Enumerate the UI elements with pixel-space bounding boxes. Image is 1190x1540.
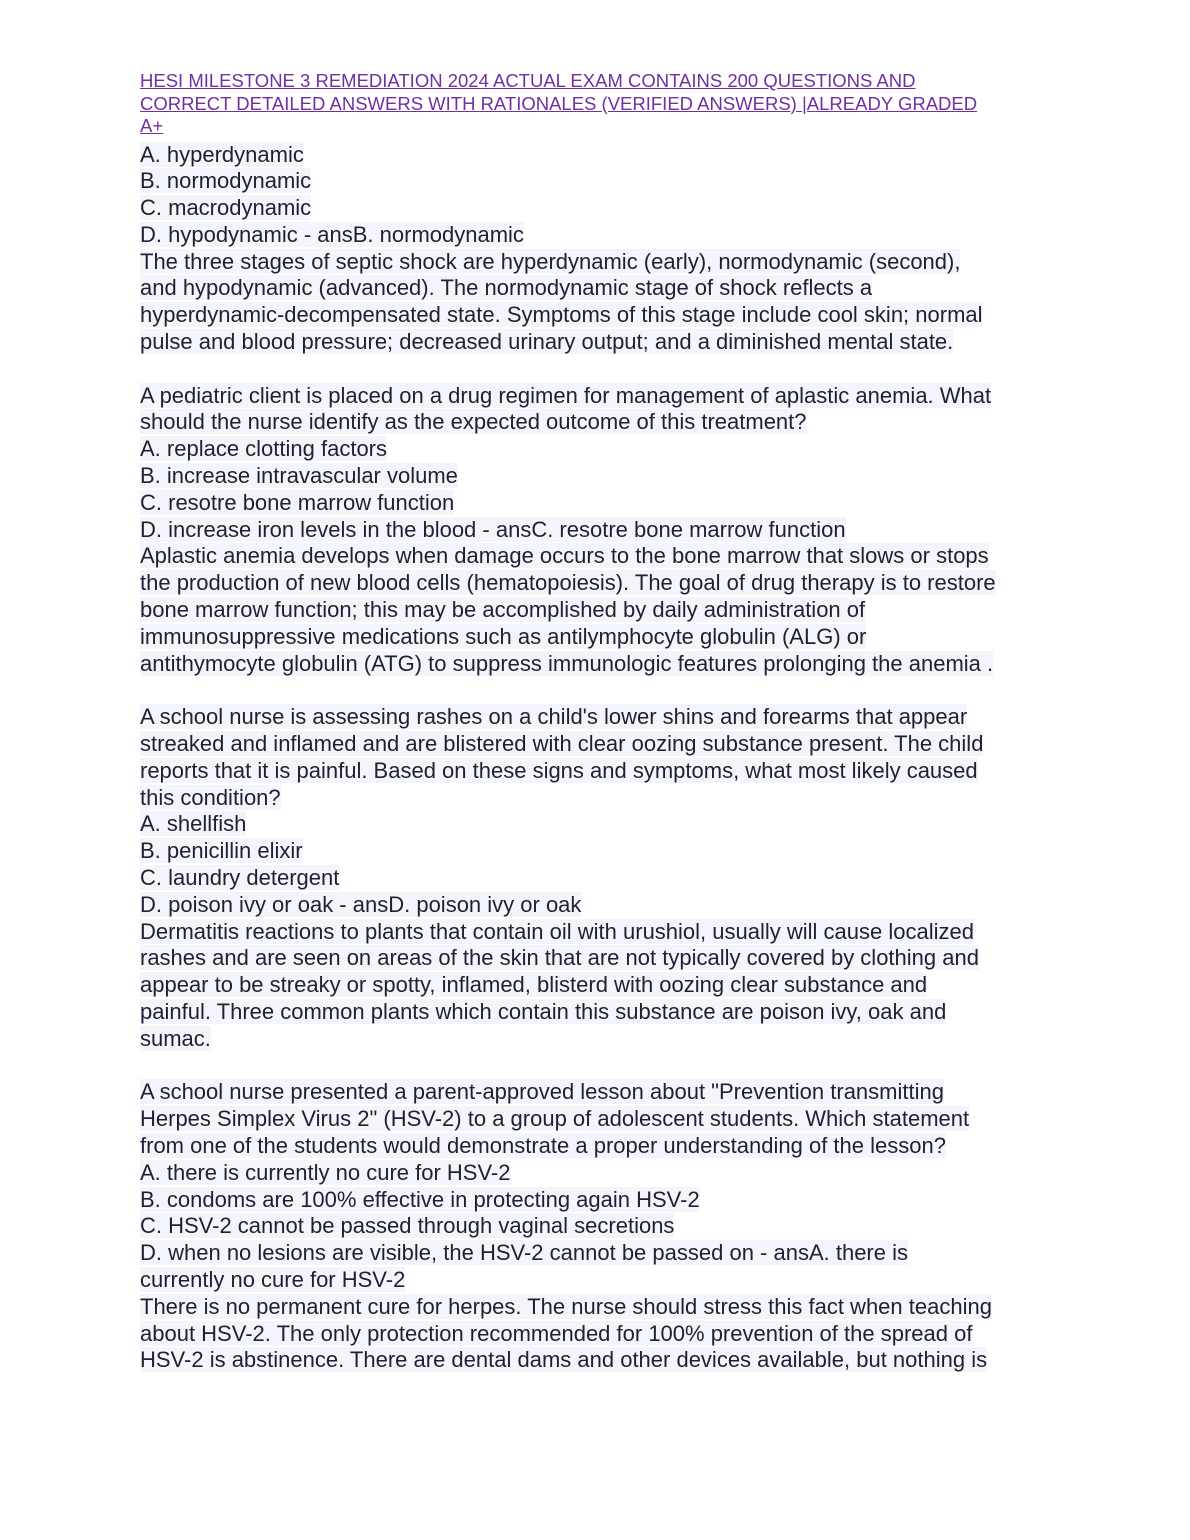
text-line-content: D. poison ivy or oak - ansD. poison ivy or oak — [140, 891, 582, 917]
text-line — [140, 651, 1060, 678]
text-line-content: D. hypodynamic - ansB. normodynamic — [140, 221, 524, 247]
text-line — [140, 838, 1060, 865]
text-line-content: A pediatric client is placed on a drug regimen for management of aplastic anemia. What — [140, 382, 992, 408]
text-line-content: C. macrodynamic — [140, 195, 312, 221]
text-line-content: D. when no lesions are visible, the HSV-2 cannot be passed on - ansA. there is — [140, 1240, 908, 1266]
text-line-content: A. there is currently no cure for HSV-2 — [140, 1159, 511, 1185]
text-line — [140, 919, 1060, 946]
text-line — [140, 195, 1060, 222]
text-line-content: Aplastic anemia develops when damage occurs to the bone marrow that slows or stops — [140, 543, 989, 569]
text-line-content: C. HSV-2 cannot be passed through vaginal secretions — [140, 1213, 675, 1239]
text-line-content: B. normodynamic — [140, 168, 312, 194]
paragraph-spacer — [140, 356, 1060, 383]
title-line: A+ — [140, 115, 164, 136]
text-line-content: appear to be streaky or spotty, inflamed, blisterd with oozing clear substance and — [140, 972, 928, 998]
text-line — [140, 945, 1060, 972]
text-line — [140, 168, 1060, 195]
question-block — [140, 383, 1060, 678]
text-line-content: A. hyperdynamic — [140, 141, 304, 167]
text-line-content: immunosuppressive medications such as antilymphocyte globulin (ALG) or — [140, 623, 867, 649]
text-line-content: A. shellfish — [140, 811, 247, 837]
text-line — [140, 517, 1060, 544]
text-line-content: streaked and inflamed and are blistered with clear oozing substance present. The child — [140, 731, 984, 757]
text-line — [140, 1294, 1060, 1321]
text-line — [140, 704, 1060, 731]
text-line-content: A. replace clotting factors — [140, 436, 388, 462]
text-line — [140, 999, 1060, 1026]
paragraph-spacer — [140, 677, 1060, 704]
text-line-content: bone marrow function; this may be accomplished by daily administration of — [140, 597, 866, 623]
text-line-content: Herpes Simplex Virus 2" (HSV-2) to a group of adolescent students. Which statement — [140, 1106, 970, 1132]
text-line — [140, 1079, 1060, 1106]
question-block — [140, 142, 1060, 356]
text-line — [140, 543, 1060, 570]
text-line — [140, 1187, 1060, 1214]
text-line-content: A school nurse is assessing rashes on a child's lower shins and forearms that appear — [140, 704, 968, 730]
text-line — [140, 811, 1060, 838]
text-line — [140, 275, 1060, 302]
text-line-content: Dermatitis reactions to plants that contain oil with urushiol, usually will cause localized — [140, 918, 974, 944]
text-line-content: reports that it is painful. Based on these signs and symptoms, what most likely caused — [140, 757, 978, 783]
text-line — [140, 436, 1060, 463]
text-line-content: B. penicillin elixir — [140, 838, 303, 864]
text-line — [140, 329, 1060, 356]
text-line-content: sumac. — [140, 1025, 211, 1051]
text-line — [140, 463, 1060, 490]
question-block — [140, 1079, 1060, 1374]
text-line-content: this condition? — [140, 784, 281, 810]
text-line — [140, 1213, 1060, 1240]
text-line — [140, 222, 1060, 249]
text-line — [140, 383, 1060, 410]
text-line-content: The three stages of septic shock are hyperdynamic (early), normodynamic (second), — [140, 248, 961, 274]
text-line — [140, 1347, 1060, 1374]
text-line — [140, 1240, 1060, 1267]
text-line — [140, 758, 1060, 785]
text-line-content: and hypodynamic (advanced). The normodynamic stage of shock reflects a — [140, 275, 873, 301]
text-line — [140, 302, 1060, 329]
title-line: HESI MILESTONE 3 REMEDIATION 2024 ACTUAL EXAM CONTAINS 200 QUESTIONS AND — [140, 70, 916, 91]
text-line — [140, 409, 1060, 436]
text-line — [140, 624, 1060, 651]
text-line — [140, 1267, 1060, 1294]
text-line — [140, 1026, 1060, 1053]
text-line-content: C. resotre bone marrow function — [140, 489, 455, 515]
title-line: CORRECT DETAILED ANSWERS WITH RATIONALES (VERIFIED ANSWERS) |ALREADY GRADED — [140, 92, 978, 114]
text-line — [140, 1321, 1060, 1348]
document-body — [140, 142, 1060, 1375]
text-line-content: D. increase iron levels in the blood - ansC. resotre bone marrow function — [140, 516, 846, 542]
text-line — [140, 972, 1060, 999]
text-line-content: There is no permanent cure for herpes. The nurse should stress this fact when teaching — [140, 1293, 992, 1319]
text-line-content: pulse and blood pressure; decreased urinary output; and a diminished mental state. — [140, 329, 954, 355]
text-line-content: the production of new blood cells (hematopoiesis). The goal of drug therapy is to restore — [140, 570, 996, 596]
text-line-content: about HSV-2. The only protection recommended for 100% prevention of the spread of — [140, 1320, 973, 1346]
text-line — [140, 490, 1060, 517]
text-line — [140, 785, 1060, 812]
text-line-content: B. condoms are 100% effective in protecting again HSV-2 — [140, 1186, 700, 1212]
text-line — [140, 597, 1060, 624]
text-line — [140, 731, 1060, 758]
text-line — [140, 249, 1060, 276]
text-line — [140, 865, 1060, 892]
text-line — [140, 142, 1060, 169]
text-line-content: HSV-2 is abstinence. There are dental dams and other devices available, but nothing is — [140, 1347, 988, 1373]
text-line-content: C. laundry detergent — [140, 865, 340, 891]
text-line-content: currently no cure for HSV-2 — [140, 1266, 406, 1292]
document-title-link[interactable] — [140, 70, 1060, 138]
text-line — [140, 892, 1060, 919]
text-line — [140, 1106, 1060, 1133]
paragraph-spacer — [140, 1053, 1060, 1080]
text-line-content: from one of the students would demonstrate a proper understanding of the lesson? — [140, 1132, 946, 1158]
text-line-content: hyperdynamic-decompensated state. Symptoms of this stage include cool skin; normal — [140, 302, 983, 328]
document-page — [140, 70, 1060, 1374]
text-line-content: painful. Three common plants which contain this substance are poison ivy, oak and — [140, 999, 947, 1024]
text-line-content: should the nurse identify as the expected outcome of this treatment? — [140, 409, 807, 435]
text-line-content: A school nurse presented a parent-approved lesson about "Prevention transmitting — [140, 1079, 944, 1105]
question-block — [140, 704, 1060, 1052]
text-line-content: rashes and are seen on areas of the skin that are not typically covered by clothing and — [140, 945, 979, 971]
text-line-content: antithymocyte globulin (ATG) to suppress immunologic features prolonging the anemia . — [140, 650, 994, 676]
text-line-content: B. increase intravascular volume — [140, 463, 458, 489]
text-line — [140, 1160, 1060, 1187]
text-line — [140, 1133, 1060, 1160]
text-line — [140, 570, 1060, 597]
